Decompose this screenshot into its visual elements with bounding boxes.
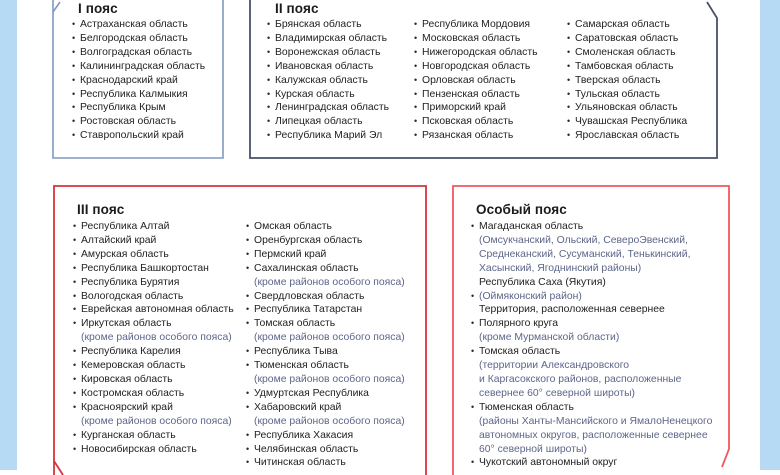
region-item: • Владимирская область [267,32,389,46]
belt-1-panel [52,0,224,159]
region-item: • Челябинская область [246,443,405,457]
region-item: • Калининградская область [72,60,205,74]
region-item: • Калужская область [267,74,389,88]
region-item: • Брянская область [267,18,389,32]
region-item: • Республика Бурятия [73,276,234,290]
region-item: • Кемеровская область [73,359,234,373]
region-item: Территория, расположенная севернее [479,304,665,316]
special-belt-title: Особый пояс [476,202,567,217]
belt-2-list-col-2 [414,18,538,143]
region-item: • Вологодская область [73,290,234,304]
region-item: • Новосибирская область [73,443,234,457]
region-item: • Самарская область [567,18,687,32]
region-item: • Республика Татарстан [246,303,405,317]
region-item: • Тюменская область [246,359,405,373]
region-item: Республика Саха (Якутия) [479,276,606,288]
region-item: • Нижегородская область [414,46,538,60]
region-note: (кроме районов особого пояса) [81,332,232,344]
region-item: • Ульяновская область [567,101,687,115]
region-item: • Псковская область [414,115,538,129]
region-item: • Республика Карелия [73,345,234,359]
region-note: (кроме районов особого пояса) [254,373,405,385]
region-note: 60° северной широты) [479,443,587,455]
region-item: • Волгоградская область [72,46,205,60]
belt-3-title: III пояс [77,202,125,217]
region-note: (кроме районов особого пояса) [254,276,405,288]
region-item: • Орловская область [414,74,538,88]
special-belt-panel [452,185,731,470]
left-margin-strip [0,0,17,470]
region-item: • Тульская область [567,88,687,102]
region-item: • Тверская область [567,74,687,88]
belt-2-title: II пояс [275,1,319,16]
region-note: (кроме районов особого пояса) [254,332,405,344]
region-item: • Чукотский автономный округ [471,456,712,470]
region-item: • Приморский край [414,101,538,115]
region-note: (Омсукчанский, Ольский, СевероЭвенский, [479,234,688,246]
region-item: • Московская область [414,32,538,46]
region-note: (районы Ханты-Мансийского и ЯмалоНенецкого [479,415,713,427]
region-item: • Ленинградская область [267,101,389,115]
region-note: (кроме районов особого пояса) [81,415,232,427]
belt-2-list-col-1 [267,18,389,143]
region-item: • Республика Калмыкия [72,88,205,102]
region-item: • Смоленская область [567,46,687,60]
belt-3-list-col-2 [246,220,405,470]
region-item: • Тамбовская область [567,60,687,74]
region-item: • Краснодарский край [72,74,205,88]
region-item: • Белгородская область [72,32,205,46]
belt-2-panel [249,0,718,159]
region-item: • Республика Марий Эл [267,129,389,143]
region-item: • Курганская область [73,429,234,443]
region-item: • Свердловская область [246,290,405,304]
belt-1-title: I пояс [78,1,118,16]
region-item: • Сахалинская область [246,262,405,276]
special-belt-list [471,220,712,470]
region-item: • Тюменская область [471,401,712,415]
right-margin-strip [760,0,780,470]
region-item: • Саратовская область [567,32,687,46]
region-note: • (Оймяконский район) [471,290,712,304]
region-item: • Республика Хакасия [246,429,405,443]
region-item: • Костромская область [73,387,234,401]
region-item: • Курская область [267,88,389,102]
region-item: • Удмуртская Республика [246,387,405,401]
region-item: • Новгородская область [414,60,538,74]
region-item: • Пензенская область [414,88,538,102]
region-item: • Полярного круга [471,317,712,331]
region-item: • Читинская область [246,456,405,470]
region-item: • Хабаровский край [246,401,405,415]
region-note: (кроме районов особого пояса) [254,415,405,427]
region-item: • Липецкая область [267,115,389,129]
region-item: • Ярославская область [567,129,687,143]
region-note: (территории Александровского [479,360,630,372]
region-item: • Республика Крым [72,101,205,115]
region-item: • Астраханская область [72,18,205,32]
region-note: севернее 60° северной широты) [479,387,636,399]
region-item: • Ростовская область [72,115,205,129]
region-note: Хасынский, Ягоднинский районы) [479,262,642,274]
region-item: • Республика Тыва [246,345,405,359]
region-item: • Амурская область [73,248,234,262]
region-item: • Омская область [246,220,405,234]
region-item: • Пермский край [246,248,405,262]
region-note: автономных округов, расположенные севернее [479,429,708,441]
region-item: • Воронежская область [267,46,389,60]
region-item: • Еврейская автономная область [73,303,234,317]
region-item: • Магаданская область [471,220,712,234]
region-item: • Оренбургская область [246,234,405,248]
region-item: • Республика Мордовия [414,18,538,32]
region-item: • Алтайский край [73,234,234,248]
region-item: • Томская область [471,345,712,359]
region-note: и Каргасокского районов, расположенные [479,373,682,385]
region-item: • Ивановская область [267,60,389,74]
region-note: (кроме Мурманской области) [479,332,620,344]
region-note: Среднеканский, Сусуманский, Тенькинский, [479,248,691,260]
region-item: • Кировская область [73,373,234,387]
region-item: • Рязанская область [414,129,538,143]
belt-2-list-col-3 [567,18,687,143]
region-item: • Чувашская Республика [567,115,687,129]
belt-1-list [72,18,205,143]
region-item: • Красноярский край [73,401,234,415]
belt-3-panel [53,185,427,470]
region-item: • Республика Башкортостан [73,262,234,276]
region-item: • Ставропольский край [72,129,205,143]
region-item: • Томская область [246,317,405,331]
region-item: • Республика Алтай [73,220,234,234]
belt-3-list-col-1 [73,220,234,456]
region-item: • Иркутская область [73,317,234,331]
